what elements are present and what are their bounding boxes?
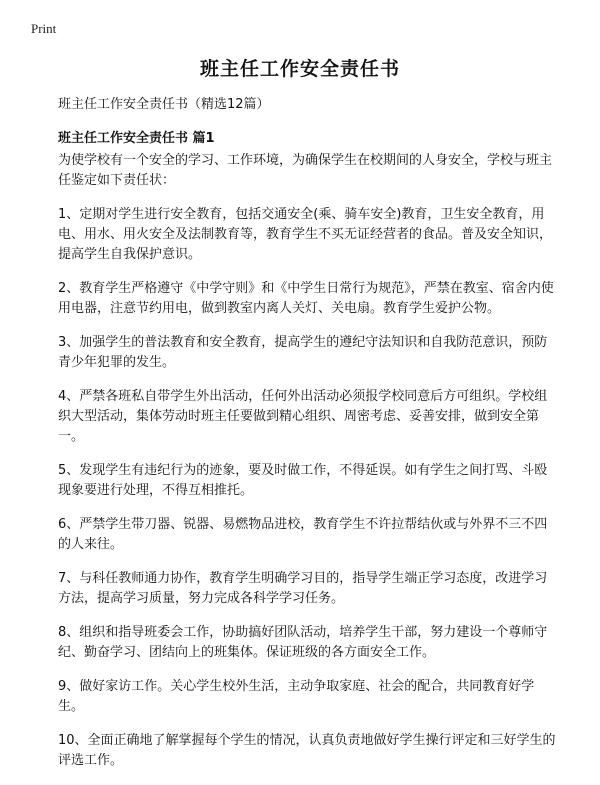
section-heading: 班主任工作安全责任书 篇1 [58,131,215,146]
clause-6: 6、严禁学生带刀器、锐器、易燃物品进校，教育学生不许拉帮结伙或与外界不三不四的人来往。 [58,517,548,552]
clause-8: 8、组织和指导班委会工作，协助搞好团队活动，培养学生干部，努力建设一个尊师守纪、勤奋学习、团结向上的班集体。保证班级的各方面安全工作。 [58,625,548,660]
print-link[interactable]: Print [31,21,57,36]
clause-10: 10、全面正确地了解掌握每个学生的情况，认真负责地做好学生操行评定和三好学生的评选工作。 [58,733,556,768]
clause-7: 7、与科任教师通力协作，教育学生明确学习目的，指导学生端正学习态度，改进学习方法，提高学习质量，努力完成各科学学习任务。 [58,571,548,606]
clause-2: 2、教育学生严格遵守《中学守则》和《中学生日常行为规范》，严禁在教室、宿舍内使用电器，注意节约用电，做到教室内离人关灯、关电扇。教育学生爱护公物。 [58,281,554,316]
clause-1: 1、定期对学生进行安全教育，包括交通安全(乘、骑车安全)教育，卫生安全教育，用电、用水、用火安全及法制教育等，教育学生不买无证经营者的食品。普及安全知识，提高学生自我保护意识。 [58,207,553,262]
clause-4: 4、严禁各班私自带学生外出活动，任何外出活动必须报学校同意后方可组织。学校组织大型活动，集体劳动时班主任要做到精心组织、周密考虑、妥善安排，做到安全第一。 [58,389,548,444]
clause-5: 5、发现学生有违纪行为的迹象，要及时做工作，不得延误。如有学生之间打骂、斗殴现象要进行处理，不得互相推托。 [58,463,548,498]
document-title: 班主任工作安全责任书 [199,58,400,80]
intro-paragraph: 为使学校有一个安全的学习、工作环境，为确保学生在校期间的人身安全，学校与班主任鉴定如下责任状： [58,153,553,188]
document-body [58,151,558,785]
clause-3: 3、加强学生的普法教育和安全教育，提高学生的遵纪守法知识和自我防范意识，预防青少年犯罪的发生。 [58,335,548,370]
document-subtitle: 班主任工作安全责任书（精选12篇） [58,97,270,112]
clause-9: 9、做好家访工作。关心学生校外生活，主动争取家庭、社会的配合，共同教育好学生。 [58,679,535,714]
